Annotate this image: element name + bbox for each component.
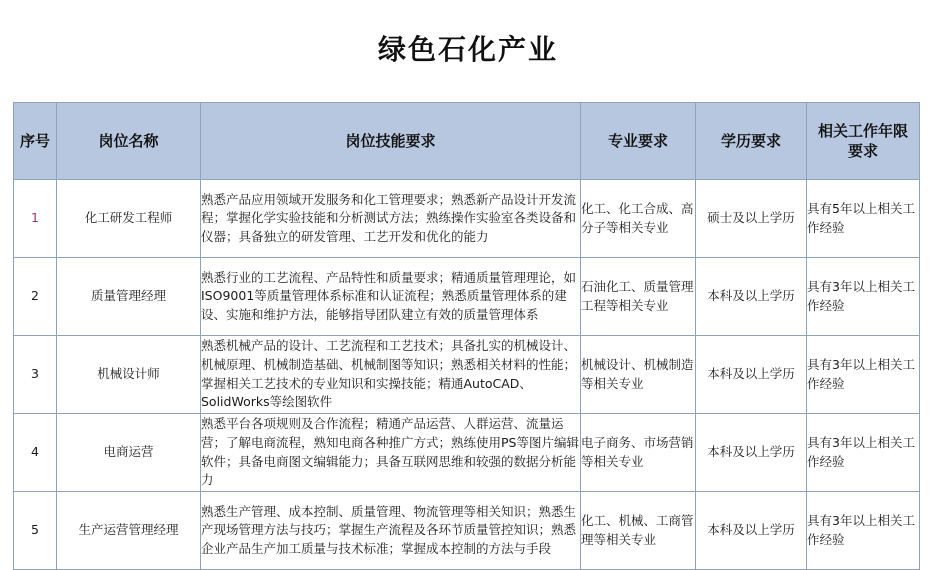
- row-position: 化工研发工程师: [57, 180, 201, 258]
- row-position: 电商运营: [57, 414, 201, 492]
- row-education: 本科及以上学历: [696, 336, 807, 414]
- row-education: 本科及以上学历: [696, 492, 807, 570]
- row-no: 5: [14, 492, 57, 570]
- table-row: [14, 180, 920, 258]
- row-major: 化工、化工合成、高分子等相关专业: [581, 180, 696, 258]
- row-position: 生产运营管理经理: [57, 492, 201, 570]
- job-requirements-table: [13, 102, 920, 570]
- row-education: 本科及以上学历: [696, 414, 807, 492]
- table-row: [14, 258, 920, 336]
- header-experience: 相关工作年限要求: [807, 103, 920, 180]
- row-no: 3: [14, 336, 57, 414]
- row-experience: 具有3年以上相关工作经验: [807, 336, 920, 414]
- row-skills: 熟悉产品应用领域开发服务和化工管理要求；熟悉新产品设计开发流程；掌握化学实验技能和分析测试方法；熟练操作实验室各类设备和仪器；具备独立的研发管理、工艺开发和优化的能力: [201, 180, 581, 258]
- table-row: [14, 492, 920, 570]
- row-experience: 具有5年以上相关工作经验: [807, 180, 920, 258]
- row-no: 4: [14, 414, 57, 492]
- row-major: 石油化工、质量管理工程等相关专业: [581, 258, 696, 336]
- row-major: 机械设计、机械制造等相关专业: [581, 336, 696, 414]
- header-major: 专业要求: [581, 103, 696, 180]
- row-skills: 熟悉行业的工艺流程、产品特性和质量要求；精通质量管理理论，如ISO9001等质量管理体系标准和认证流程；熟悉质量管理体系的建设、实施和维护方法，能够指导团队建立有效的质量管理体系: [201, 258, 581, 336]
- header-skills: 岗位技能要求: [201, 103, 581, 180]
- header-education: 学历要求: [696, 103, 807, 180]
- row-skills: 熟悉生产管理、成本控制、质量管理、物流管理等相关知识；熟悉生产现场管理方法与技巧；掌握生产流程及各环节质量管控知识；熟悉企业产品生产加工质量与技术标准；掌握成本控制的方法与手段: [201, 492, 581, 570]
- row-experience: 具有3年以上相关工作经验: [807, 258, 920, 336]
- row-skills: 熟悉平台各项规则及合作流程；精通产品运营、人群运营、流量运营；了解电商流程，熟知电商各种推广方式；熟练使用PS等图片编辑软件；具备电商图文编辑能力；具备互联网思维和较强的数据分析能力: [201, 414, 581, 492]
- row-skills: 熟悉机械产品的设计、工艺流程和工艺技术；具备扎实的机械设计、机械原理、机械制造基础、机械制图等知识；熟悉相关材料的性能；掌握相关工艺技术的专业知识和实操技能；精通AutoCAD、SolidWorks等绘图软件: [201, 336, 581, 414]
- header-position: 岗位名称: [57, 103, 201, 180]
- row-major: 化工、机械、工商管理等相关专业: [581, 492, 696, 570]
- row-education: 硕士及以上学历: [696, 180, 807, 258]
- row-experience: 具有3年以上相关工作经验: [807, 414, 920, 492]
- row-position: 质量管理经理: [57, 258, 201, 336]
- row-position: 机械设计师: [57, 336, 201, 414]
- table-row: [14, 336, 920, 414]
- header-no: 序号: [14, 103, 57, 180]
- page-title: 绿色石化产业: [377, 33, 558, 66]
- row-no: 1: [14, 180, 57, 258]
- header-row: [14, 103, 920, 180]
- row-experience: 具有3年以上相关工作经验: [807, 492, 920, 570]
- row-major: 电子商务、市场营销等相关专业: [581, 414, 696, 492]
- row-education: 本科及以上学历: [696, 258, 807, 336]
- table-row: [14, 414, 920, 492]
- row-no: 2: [14, 258, 57, 336]
